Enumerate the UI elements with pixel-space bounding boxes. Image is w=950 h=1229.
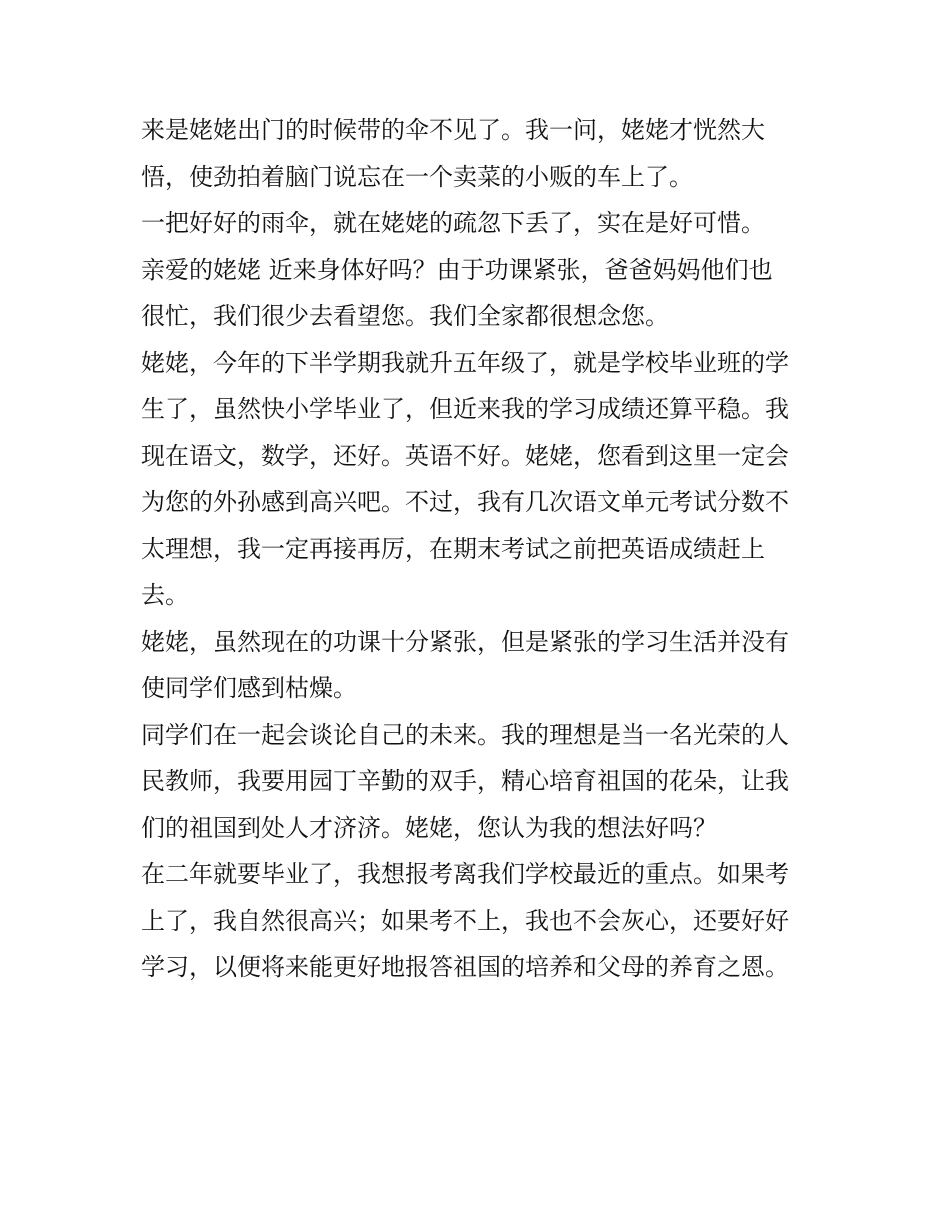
text-line: 为您的外孙感到高兴吧。不过，我有几次语文单元考试分数不 [141,488,789,516]
text-line: 同学们在一起会谈论自己的未来。我的理想是当一名光荣的人 [141,720,789,749]
text-line: 姥姥，今年的下半学期我就升五年级了，就是学校毕业班的学 [141,348,789,377]
text-line: 悟，使劲拍着脑门说忘在一个卖菜的小贩的车上了。 [141,162,693,191]
text-line: 亲爱的姥姥 近来身体好吗？由于功课紧张，爸爸妈妈他们也 [141,255,773,284]
text-line: 学习，以便将来能更好地报答祖国的培养和父母的养育之恩。 [141,953,789,981]
text-line: 们的祖国到处人才济济。姥姥，您认为我的想法好吗？ [141,813,717,842]
text-line: 在二年就要毕业了，我想报考离我们学校最近的重点。如果考 [141,860,789,888]
text-line: 来是姥姥出门的时候带的伞不见了。我一问，姥姥才恍然大 [141,116,765,144]
text-line: 一把好好的雨伞，就在姥姥的疏忽下丢了，实在是好可惜。 [141,209,765,237]
text-line: 太理想，我一定再接再厉，在期末考试之前把英语成绩赶上 [141,534,765,563]
text-line: 民教师，我要用园丁辛勤的双手，精心培育祖国的花朵，让我 [141,767,789,795]
text-line: 现在语文，数学，还好。英语不好。姥姥，您看到这里一定会 [141,441,789,470]
text-line: 生了，虽然快小学毕业了，但近来我的学习成绩还算平稳。我 [141,395,789,423]
text-line: 去。 [141,581,189,609]
text-line: 上了，我自然很高兴；如果考不上，我也不会灰心，还要好好 [141,906,789,935]
text-line: 使同学们感到枯燥。 [141,674,357,702]
text-line: 姥姥，虽然现在的功课十分紧张，但是紧张的学习生活并没有 [141,627,789,656]
letter-body [141,107,821,991]
text-line: 很忙，我们很少去看望您。我们全家都很想念您。 [141,302,669,330]
